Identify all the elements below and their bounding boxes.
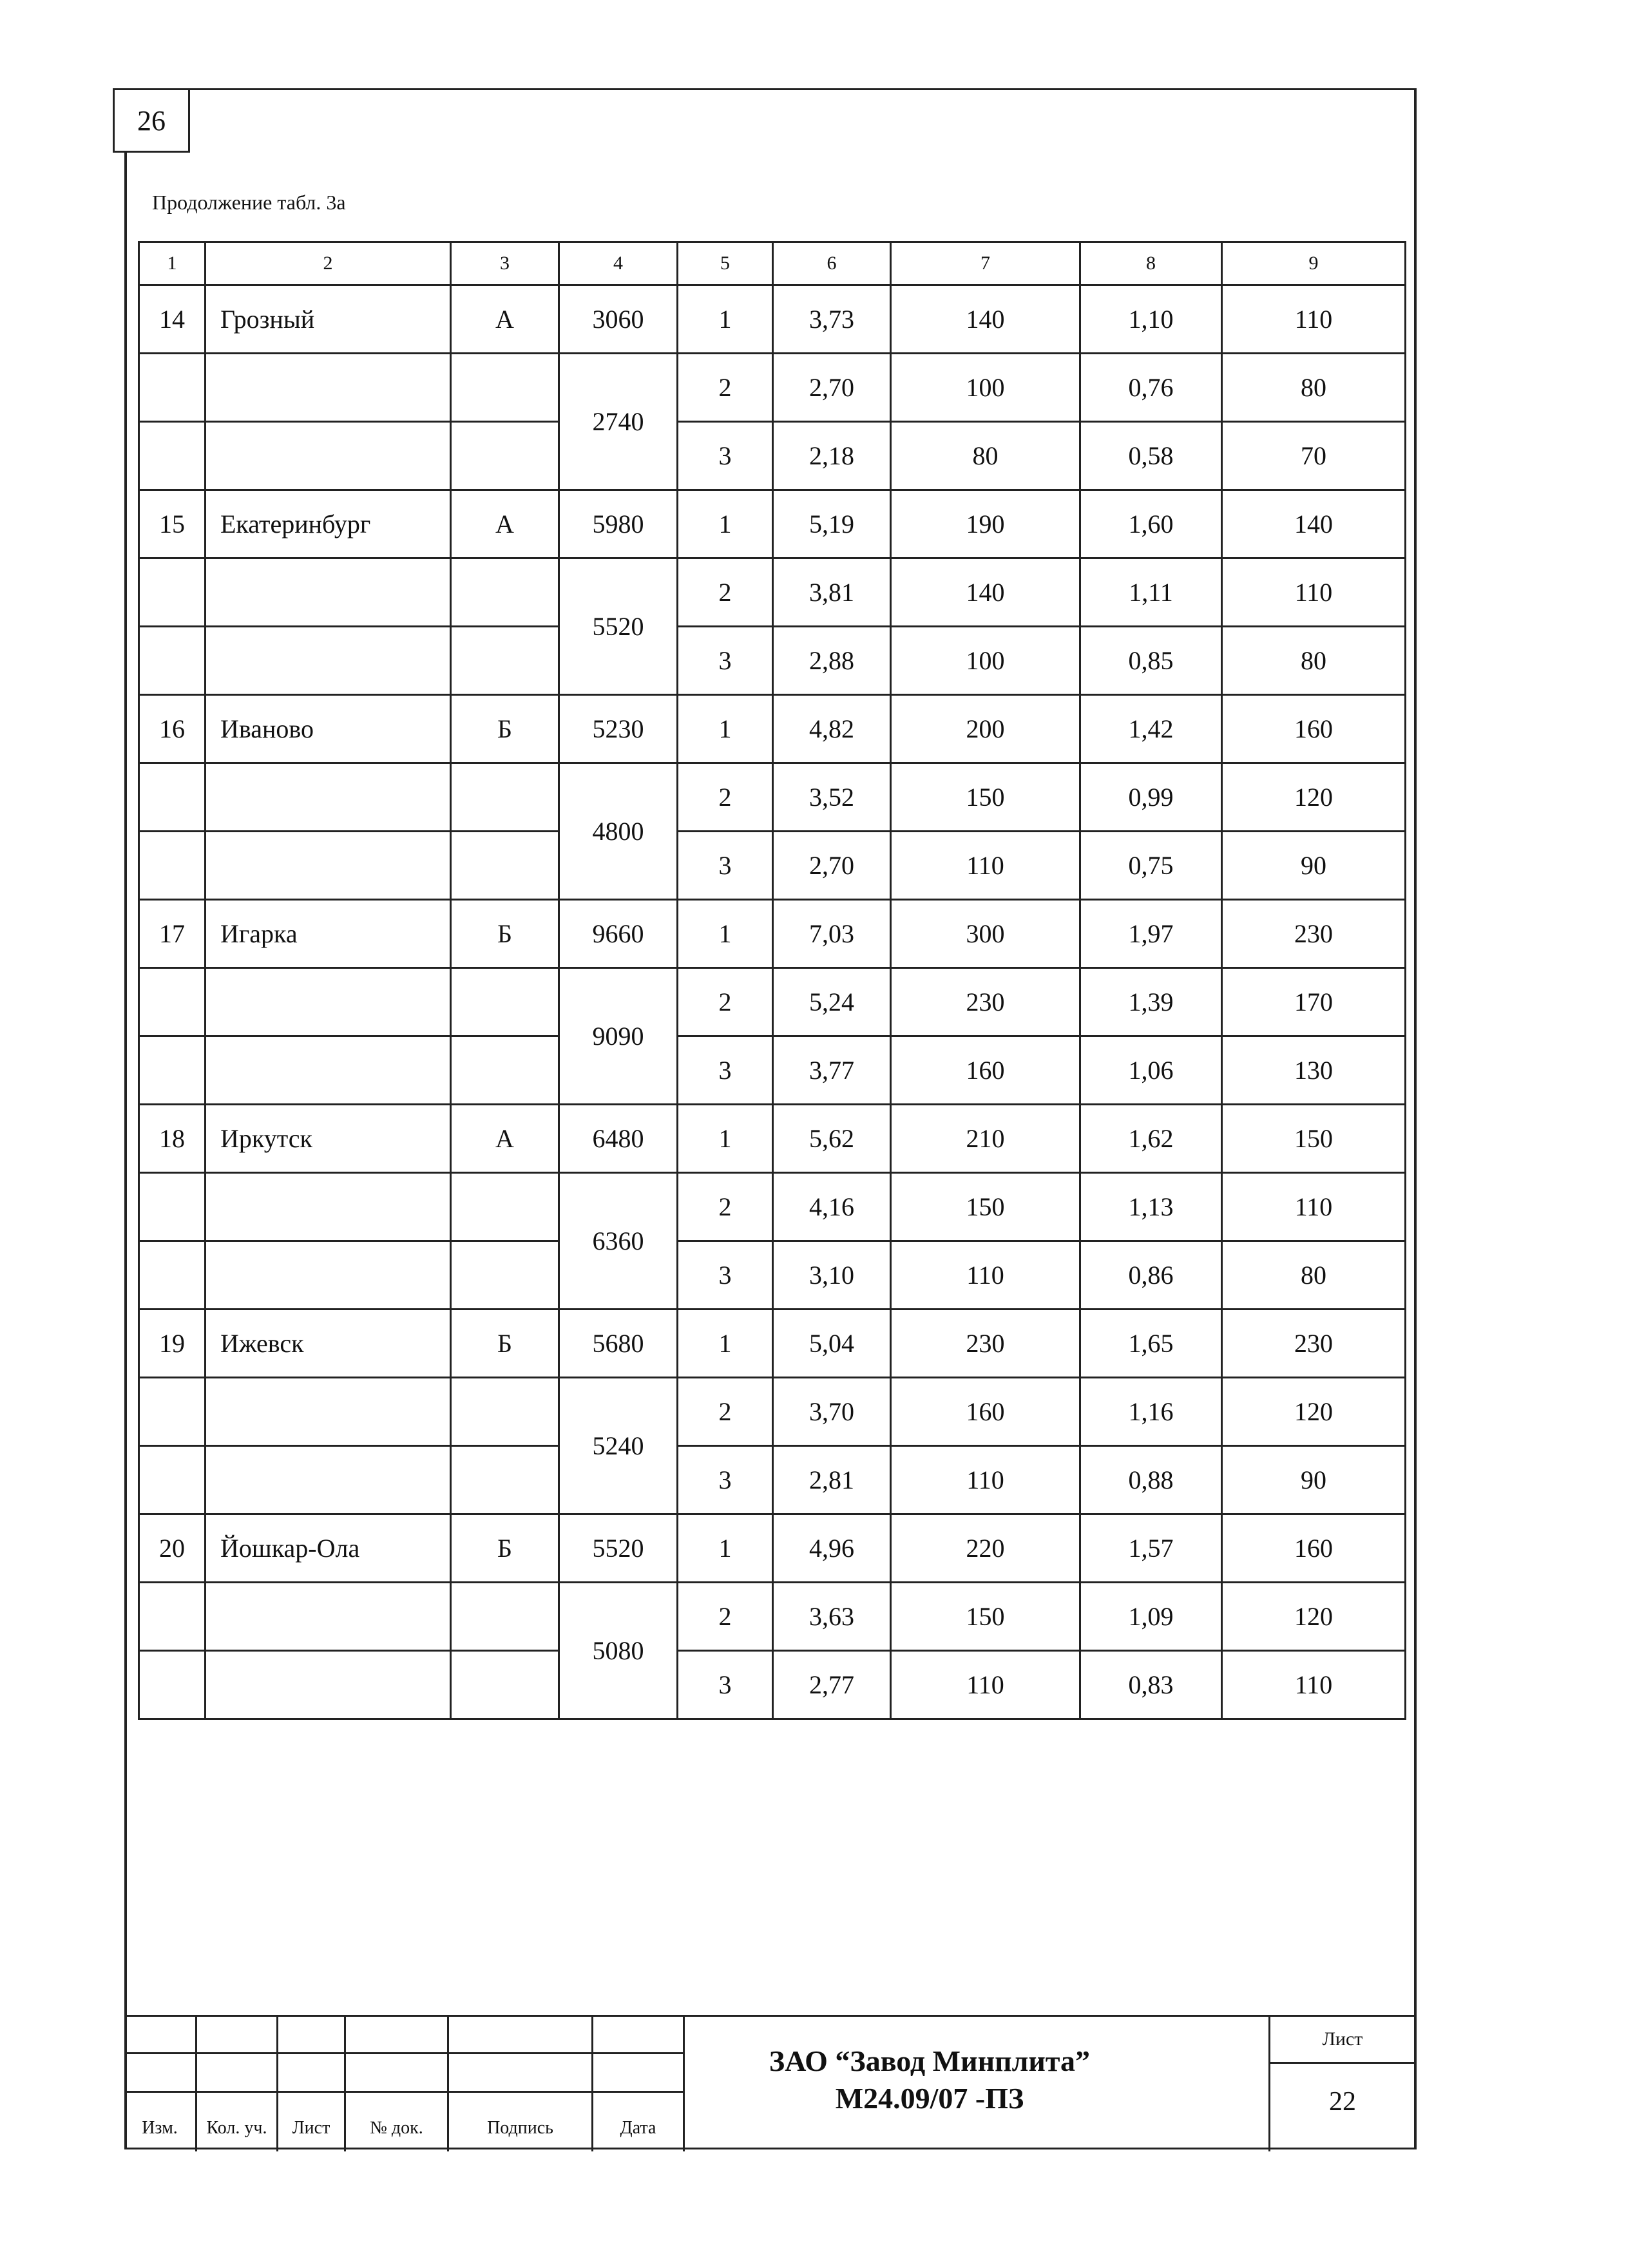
value-cell: 1,16 [1080,1378,1222,1446]
value-cell: 1,57 [1080,1514,1222,1583]
city-cell [206,1378,451,1446]
value-cell: 120 [1222,763,1406,832]
header-cell: 8 [1080,242,1222,285]
row-number-cell: 20 [139,1514,206,1583]
class-cell [451,968,559,1036]
organization-name: ЗАО “Завод Минплита” [769,2044,1091,2077]
value-cell: 1,65 [1080,1310,1222,1378]
value-cell: 160 [1222,1514,1406,1583]
col4-cell: 9090 [559,968,678,1105]
value-cell: 80 [1222,627,1406,695]
city-cell: Иваново [206,695,451,763]
header-cell: 1 [139,242,206,285]
value-cell: 1,09 [1080,1583,1222,1651]
header-cell: 4 [559,242,678,285]
value-cell: 120 [1222,1583,1406,1651]
value-cell: 230 [891,1310,1080,1378]
class-cell [451,558,559,627]
value-cell: 80 [891,422,1080,490]
table-row [139,627,1406,695]
table-row [139,1651,1406,1719]
value-cell: 2,18 [773,422,891,490]
value-cell: 1 [678,285,773,354]
col4-cell: 5680 [559,1310,678,1378]
col4-cell: 4800 [559,763,678,900]
col4-cell: 6360 [559,1173,678,1310]
table-row [139,1446,1406,1514]
value-cell: 150 [891,1583,1080,1651]
value-cell: 2 [678,763,773,832]
class-cell [451,1651,559,1719]
title-block [124,2015,1417,2151]
class-cell [451,1036,559,1105]
class-cell [451,422,559,490]
city-cell [206,1241,451,1310]
table-row [139,968,1406,1036]
stamp-label-signature: Подпись [487,2118,553,2138]
table-row [139,832,1406,900]
value-cell: 190 [891,490,1080,558]
table-row [139,558,1406,627]
value-cell: 1 [678,1310,773,1378]
value-cell: 5,62 [773,1105,891,1173]
value-cell: 1,97 [1080,900,1222,968]
value-cell: 200 [891,695,1080,763]
class-cell [451,354,559,422]
city-cell [206,1036,451,1105]
class-cell: Б [451,1310,559,1378]
table-row [139,1105,1406,1173]
row-number-cell: 18 [139,1105,206,1173]
value-cell: 3,77 [773,1036,891,1105]
row-number-cell: 14 [139,285,206,354]
row-number-cell [139,763,206,832]
value-cell: 80 [1222,1241,1406,1310]
city-cell: Йошкар-Ола [206,1514,451,1583]
table-row [139,354,1406,422]
value-cell: 4,96 [773,1514,891,1583]
header-cell: 3 [451,242,559,285]
value-cell: 0,85 [1080,627,1222,695]
city-cell: Игарка [206,900,451,968]
col4-cell: 5980 [559,490,678,558]
stamp-label-change: Изм. [142,2118,178,2138]
class-cell [451,1446,559,1514]
value-cell: 90 [1222,1446,1406,1514]
sheet-number: 22 [1329,2087,1356,2117]
city-cell [206,1651,451,1719]
value-cell: 1,06 [1080,1036,1222,1105]
value-cell: 160 [891,1378,1080,1446]
value-cell: 140 [1222,490,1406,558]
class-cell [451,1378,559,1446]
class-cell [451,1241,559,1310]
row-number-cell: 16 [139,695,206,763]
value-cell: 100 [891,354,1080,422]
city-cell: Грозный [206,285,451,354]
city-cell [206,1173,451,1241]
value-cell: 3,70 [773,1378,891,1446]
value-cell: 1,13 [1080,1173,1222,1241]
value-cell: 2,70 [773,354,891,422]
table-row [139,285,1406,354]
value-cell: 150 [1222,1105,1406,1173]
value-cell: 300 [891,900,1080,968]
col4-cell: 5520 [559,1514,678,1583]
col4-cell: 2740 [559,354,678,490]
value-cell: 110 [1222,1173,1406,1241]
table-header-row [139,242,1406,285]
class-cell [451,1173,559,1241]
table-row [139,1583,1406,1651]
row-number-cell [139,1583,206,1651]
value-cell: 90 [1222,832,1406,900]
city-cell [206,422,451,490]
value-cell: 5,04 [773,1310,891,1378]
city-cell [206,968,451,1036]
col4-cell: 5230 [559,695,678,763]
value-cell: 120 [1222,1378,1406,1446]
value-cell: 0,88 [1080,1446,1222,1514]
row-number-cell: 15 [139,490,206,558]
col4-cell: 5520 [559,558,678,695]
value-cell: 110 [891,1241,1080,1310]
value-cell: 1 [678,490,773,558]
row-number-cell [139,354,206,422]
value-cell: 230 [1222,1310,1406,1378]
city-cell [206,558,451,627]
value-cell: 1,11 [1080,558,1222,627]
value-cell: 3,63 [773,1583,891,1651]
value-cell: 110 [1222,285,1406,354]
header-cell: 2 [206,242,451,285]
value-cell: 2,88 [773,627,891,695]
value-cell: 1 [678,1514,773,1583]
value-cell: 0,75 [1080,832,1222,900]
value-cell: 210 [891,1105,1080,1173]
value-cell: 220 [891,1514,1080,1583]
class-cell: Б [451,900,559,968]
value-cell: 2,77 [773,1651,891,1719]
row-number-cell [139,1173,206,1241]
value-cell: 3 [678,832,773,900]
value-cell: 3,52 [773,763,891,832]
value-cell: 140 [891,285,1080,354]
value-cell: 1,42 [1080,695,1222,763]
class-cell: А [451,490,559,558]
table-row [139,900,1406,968]
value-cell: 2,81 [773,1446,891,1514]
value-cell: 1,62 [1080,1105,1222,1173]
sheet-label: Лист [1322,2028,1363,2050]
table-caption: Продолжение табл. 3а [152,191,346,214]
table-row [139,695,1406,763]
row-number-cell [139,627,206,695]
city-cell: Екатеринбург [206,490,451,558]
value-cell: 230 [891,968,1080,1036]
value-cell: 3,81 [773,558,891,627]
row-number-cell [139,1036,206,1105]
city-cell [206,1446,451,1514]
value-cell: 1,39 [1080,968,1222,1036]
table-row [139,1310,1406,1378]
class-cell [451,832,559,900]
class-cell: А [451,1105,559,1173]
class-cell [451,1583,559,1651]
table-row [139,1514,1406,1583]
value-cell: 70 [1222,422,1406,490]
row-number-cell [139,832,206,900]
value-cell: 4,16 [773,1173,891,1241]
value-cell: 3 [678,422,773,490]
col4-cell: 5240 [559,1378,678,1514]
value-cell: 1 [678,900,773,968]
city-cell [206,763,451,832]
value-cell: 80 [1222,354,1406,422]
table-row [139,490,1406,558]
table-row [139,1173,1406,1241]
row-number-cell [139,968,206,1036]
row-number-cell [139,1446,206,1514]
value-cell: 0,99 [1080,763,1222,832]
stamp-label-sheet: Лист [292,2118,330,2138]
row-number-cell [139,1241,206,1310]
city-cell [206,627,451,695]
stamp-label-qty: Кол. уч. [206,2118,267,2138]
city-cell: Ижевск [206,1310,451,1378]
value-cell: 2 [678,558,773,627]
value-cell: 2 [678,1583,773,1651]
value-cell: 140 [891,558,1080,627]
page-number-box [113,88,190,153]
page-number: 26 [137,104,166,137]
header-cell: 7 [891,242,1080,285]
row-number-cell [139,422,206,490]
value-cell: 0,83 [1080,1651,1222,1719]
value-cell: 2 [678,1378,773,1446]
value-cell: 1 [678,1105,773,1173]
table-row [139,1378,1406,1446]
value-cell: 5,24 [773,968,891,1036]
value-cell: 110 [1222,1651,1406,1719]
value-cell: 0,58 [1080,422,1222,490]
value-cell: 1,10 [1080,285,1222,354]
row-number-cell [139,558,206,627]
value-cell: 1,60 [1080,490,1222,558]
value-cell: 0,76 [1080,354,1222,422]
value-cell: 3 [678,1241,773,1310]
city-cell [206,1583,451,1651]
value-cell: 130 [1222,1036,1406,1105]
value-cell: 3 [678,627,773,695]
value-cell: 3 [678,1036,773,1105]
value-cell: 0,86 [1080,1241,1222,1310]
value-cell: 160 [1222,695,1406,763]
value-cell: 230 [1222,900,1406,968]
row-number-cell [139,1378,206,1446]
col4-cell: 5080 [559,1583,678,1719]
stamp-label-doc-no: № док. [370,2118,423,2138]
value-cell: 2 [678,1173,773,1241]
col4-cell: 9660 [559,900,678,968]
header-cell: 9 [1222,242,1406,285]
value-cell: 100 [891,627,1080,695]
value-cell: 2 [678,968,773,1036]
city-cell [206,354,451,422]
class-cell [451,627,559,695]
row-number-cell: 19 [139,1310,206,1378]
value-cell: 1 [678,695,773,763]
document-code: М24.09/07 -ПЗ [835,2082,1024,2115]
value-cell: 3 [678,1651,773,1719]
value-cell: 150 [891,1173,1080,1241]
value-cell: 3 [678,1446,773,1514]
value-cell: 2 [678,354,773,422]
value-cell: 110 [1222,558,1406,627]
table-row [139,422,1406,490]
city-cell [206,832,451,900]
value-cell: 110 [891,1651,1080,1719]
class-cell: Б [451,695,559,763]
col4-cell: 3060 [559,285,678,354]
header-cell: 6 [773,242,891,285]
data-table [138,241,1406,1720]
value-cell: 5,19 [773,490,891,558]
table-row [139,1241,1406,1310]
class-cell: А [451,285,559,354]
value-cell: 160 [891,1036,1080,1105]
stamp-label-date: Дата [620,2118,656,2138]
value-cell: 170 [1222,968,1406,1036]
row-number-cell [139,1651,206,1719]
value-cell: 150 [891,763,1080,832]
table-row [139,1036,1406,1105]
header-cell: 5 [678,242,773,285]
table-row [139,763,1406,832]
class-cell: Б [451,1514,559,1583]
col4-cell: 6480 [559,1105,678,1173]
value-cell: 2,70 [773,832,891,900]
value-cell: 3,73 [773,285,891,354]
value-cell: 7,03 [773,900,891,968]
value-cell: 110 [891,1446,1080,1514]
class-cell [451,763,559,832]
city-cell: Иркутск [206,1105,451,1173]
value-cell: 3,10 [773,1241,891,1310]
value-cell: 110 [891,832,1080,900]
row-number-cell: 17 [139,900,206,968]
value-cell: 4,82 [773,695,891,763]
